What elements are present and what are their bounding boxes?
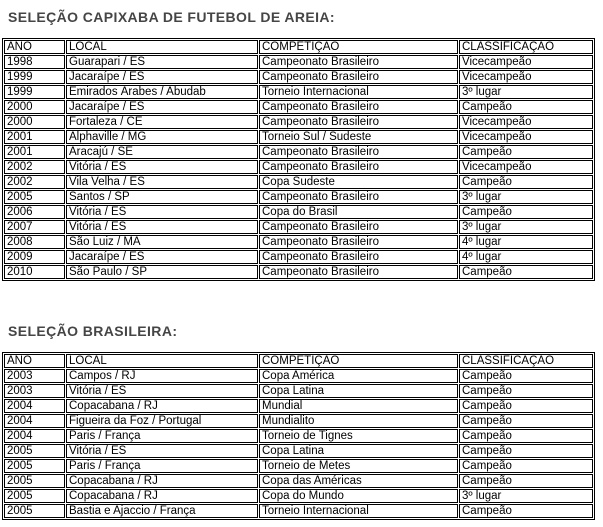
table-cell: 2003 bbox=[4, 369, 65, 383]
table-cell: Fortaleza / CE bbox=[66, 115, 258, 129]
table-cell: 2005 bbox=[4, 504, 65, 518]
table-cell: Mundial bbox=[259, 399, 458, 413]
header-row bbox=[4, 354, 593, 368]
table-row bbox=[4, 160, 593, 174]
table-cell: 1998 bbox=[4, 55, 65, 69]
table-row bbox=[4, 265, 593, 279]
column-header: COMPETIÇÃO bbox=[259, 40, 458, 54]
column-header: CLASSIFICAÇÃO bbox=[459, 354, 593, 368]
table-cell: Bastia e Ajaccio / França bbox=[66, 504, 258, 518]
table-cell: São Paulo / SP bbox=[66, 265, 258, 279]
column-header: LOCAL bbox=[66, 354, 258, 368]
table-cell: Campeão bbox=[459, 414, 593, 428]
column-header: ANO bbox=[4, 354, 65, 368]
column-header: COMPETIÇÃO bbox=[259, 354, 458, 368]
table-cell: Vitória / ES bbox=[66, 384, 258, 398]
table-row bbox=[4, 444, 593, 458]
table-cell: Torneio Internacional bbox=[259, 504, 458, 518]
table-cell: Vicecampeão bbox=[459, 70, 593, 84]
table-cell: 2002 bbox=[4, 175, 65, 189]
table-row bbox=[4, 145, 593, 159]
table-cell: 2008 bbox=[4, 235, 65, 249]
table-cell: 1999 bbox=[4, 85, 65, 99]
table-cell: Campeonato Brasileiro bbox=[259, 190, 458, 204]
table-row bbox=[4, 459, 593, 473]
table-cell: 3º lugar bbox=[459, 190, 593, 204]
table-cell: Paris / França bbox=[66, 429, 258, 443]
table-cell: Copacabana / RJ bbox=[66, 489, 258, 503]
table-row bbox=[4, 369, 593, 383]
table-row bbox=[4, 70, 593, 84]
section-selecao-capixaba bbox=[2, 9, 603, 281]
table-cell: Campeão bbox=[459, 384, 593, 398]
table-cell: 2005 bbox=[4, 444, 65, 458]
table-cell: Campeonato Brasileiro bbox=[259, 100, 458, 114]
table-cell: Guarapari / ES bbox=[66, 55, 258, 69]
table-cell: 2003 bbox=[4, 384, 65, 398]
table-cell: Campeão bbox=[459, 100, 593, 114]
results-table-capixaba bbox=[2, 38, 595, 281]
table-cell: Torneio de Metes bbox=[259, 459, 458, 473]
table-cell: Copa Latina bbox=[259, 384, 458, 398]
table-cell: 2001 bbox=[4, 145, 65, 159]
table-cell: 2007 bbox=[4, 220, 65, 234]
table-cell: Campeão bbox=[459, 399, 593, 413]
table-cell: Torneio Internacional bbox=[259, 85, 458, 99]
table-cell: Vicecampeão bbox=[459, 55, 593, 69]
table-row bbox=[4, 250, 593, 264]
table-cell: Jacaraípe / ES bbox=[66, 100, 258, 114]
table-cell: Campeonato Brasileiro bbox=[259, 235, 458, 249]
table-cell: Campeonato Brasileiro bbox=[259, 160, 458, 174]
table-cell: 2004 bbox=[4, 414, 65, 428]
table-cell: 1999 bbox=[4, 70, 65, 84]
table-cell: Campeão bbox=[459, 444, 593, 458]
table-row bbox=[4, 414, 593, 428]
table-cell: Campeonato Brasileiro bbox=[259, 220, 458, 234]
table-cell: 4º lugar bbox=[459, 235, 593, 249]
table-cell: Campeão bbox=[459, 369, 593, 383]
table-cell: Vitória / ES bbox=[66, 220, 258, 234]
table-cell: São Luiz / MA bbox=[66, 235, 258, 249]
table-row bbox=[4, 474, 593, 488]
table-cell: Copacabana / RJ bbox=[66, 474, 258, 488]
table-cell: Copa do Brasil bbox=[259, 205, 458, 219]
table-cell: Campeão bbox=[459, 429, 593, 443]
table-cell: Vicecampeão bbox=[459, 115, 593, 129]
table-cell: 2001 bbox=[4, 130, 65, 144]
table-cell: Campeonato Brasileiro bbox=[259, 145, 458, 159]
table-cell: Campeão bbox=[459, 504, 593, 518]
table-cell: Campeonato Brasileiro bbox=[259, 265, 458, 279]
table-cell: Alphaville / MG bbox=[66, 130, 258, 144]
table-cell: Campeão bbox=[459, 205, 593, 219]
table-cell: 2009 bbox=[4, 250, 65, 264]
table-cell: Aracajú / SE bbox=[66, 145, 258, 159]
table-cell: 2005 bbox=[4, 190, 65, 204]
table-cell: Campeão bbox=[459, 265, 593, 279]
table-cell: Copa Sudeste bbox=[259, 175, 458, 189]
table-row bbox=[4, 504, 593, 518]
table-cell: Campeonato Brasileiro bbox=[259, 70, 458, 84]
table-row bbox=[4, 384, 593, 398]
table-cell: 2004 bbox=[4, 399, 65, 413]
table-cell: 2005 bbox=[4, 459, 65, 473]
table-cell: 3º lugar bbox=[459, 489, 593, 503]
table-row bbox=[4, 205, 593, 219]
table-cell: 2000 bbox=[4, 115, 65, 129]
table-cell: Campos / RJ bbox=[66, 369, 258, 383]
table-cell: Copa das Américas bbox=[259, 474, 458, 488]
table-row bbox=[4, 130, 593, 144]
table-cell: Campeão bbox=[459, 474, 593, 488]
table-cell: Vicecampeão bbox=[459, 160, 593, 174]
table-row bbox=[4, 235, 593, 249]
table-row bbox=[4, 55, 593, 69]
column-header: CLASSIFICAÇÃO bbox=[459, 40, 593, 54]
table-cell: 2010 bbox=[4, 265, 65, 279]
table-row bbox=[4, 399, 593, 413]
table-row bbox=[4, 85, 593, 99]
table-row bbox=[4, 489, 593, 503]
section-title: SELEÇÃO BRASILEIRA: bbox=[8, 323, 178, 339]
table-row bbox=[4, 220, 593, 234]
table-cell: Campeonato Brasileiro bbox=[259, 115, 458, 129]
table-cell: Campeão bbox=[459, 175, 593, 189]
table-row bbox=[4, 175, 593, 189]
table-cell: Copa do Mundo bbox=[259, 489, 458, 503]
column-header: LOCAL bbox=[66, 40, 258, 54]
table-cell: 2000 bbox=[4, 100, 65, 114]
table-cell: 4º lugar bbox=[459, 250, 593, 264]
section-title: SELEÇÃO CAPIXABA DE FUTEBOL DE AREIA: bbox=[8, 9, 335, 25]
section-selecao-brasileira bbox=[2, 323, 603, 520]
table-cell: Copa América bbox=[259, 369, 458, 383]
table-cell: Santos / SP bbox=[66, 190, 258, 204]
table-cell: Emirados Árabes / Abudab bbox=[66, 85, 258, 99]
header-row bbox=[4, 40, 593, 54]
table-cell: Campeão bbox=[459, 145, 593, 159]
table-cell: Campeonato Brasileiro bbox=[259, 55, 458, 69]
table-cell: Vila Velha / ES bbox=[66, 175, 258, 189]
table-cell: Vicecampeão bbox=[459, 130, 593, 144]
table-cell: 2005 bbox=[4, 489, 65, 503]
table-cell: Copacabana / RJ bbox=[66, 399, 258, 413]
results-table-brasileira bbox=[2, 352, 595, 520]
table-cell: Figueira da Foz / Portugal bbox=[66, 414, 258, 428]
table-cell: Vitória / ES bbox=[66, 444, 258, 458]
table-cell: 2006 bbox=[4, 205, 65, 219]
column-header: ANO bbox=[4, 40, 65, 54]
table-cell: Vitória / ES bbox=[66, 160, 258, 174]
table-cell: Vitória / ES bbox=[66, 205, 258, 219]
table-cell: Jacaraípe / ES bbox=[66, 250, 258, 264]
table-row bbox=[4, 115, 593, 129]
table-cell: Campeonato Brasileiro bbox=[259, 250, 458, 264]
table-cell: 2002 bbox=[4, 160, 65, 174]
table-cell: Mundialito bbox=[259, 414, 458, 428]
table-cell: Torneio Sul / Sudeste bbox=[259, 130, 458, 144]
table-row bbox=[4, 429, 593, 443]
table-cell: Torneio de Tignes bbox=[259, 429, 458, 443]
table-cell: Jacaraípe / ES bbox=[66, 70, 258, 84]
table-cell: 2005 bbox=[4, 474, 65, 488]
table-cell: 3º lugar bbox=[459, 220, 593, 234]
table-row bbox=[4, 190, 593, 204]
table-cell: Paris / França bbox=[66, 459, 258, 473]
table-cell: 2004 bbox=[4, 429, 65, 443]
table-cell: 3º lugar bbox=[459, 85, 593, 99]
table-row bbox=[4, 100, 593, 114]
table-cell: Copa Latina bbox=[259, 444, 458, 458]
table-cell: Campeão bbox=[459, 459, 593, 473]
